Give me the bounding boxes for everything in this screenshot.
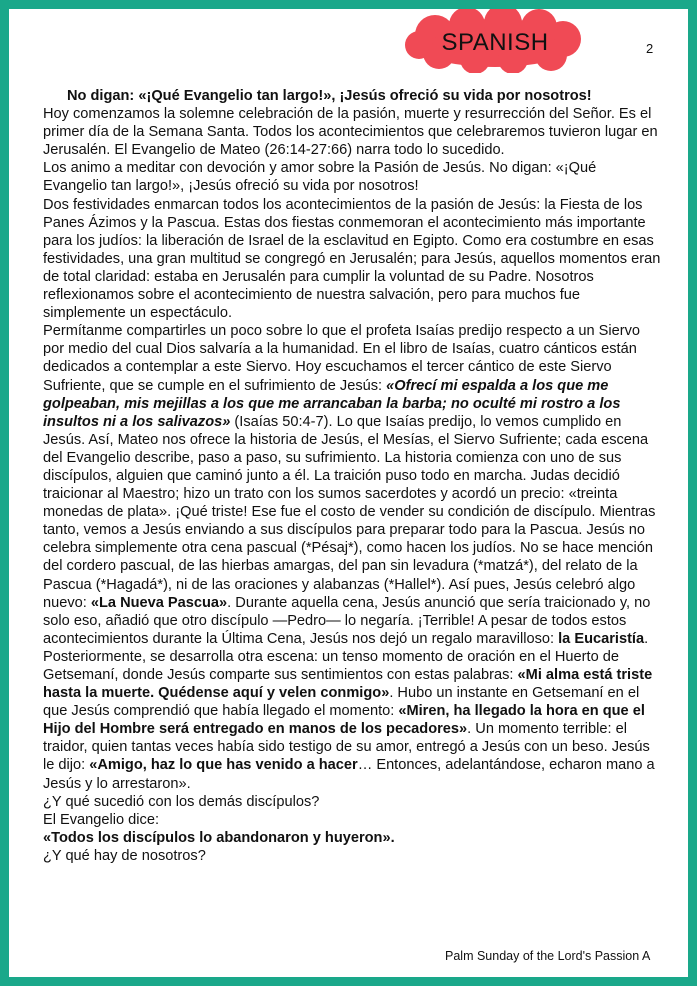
language-badge — [401, 9, 589, 73]
friend-quote: «Amigo, haz lo que has venido a hacer — [89, 757, 358, 774]
page-footer: Palm Sunday of the Lord's Passion A — [445, 949, 651, 963]
language-label: SPANISH — [441, 29, 549, 56]
new-passover-phrase: «La Nueva Pascua» — [90, 594, 228, 611]
eucharist-phrase: la Eucaristía — [558, 630, 645, 647]
gospel-quote: «Todos los discípulos lo abandonaron y huyeron». — [43, 829, 395, 846]
gethsemane-quote: «Mi alma está triste hasta la muerte. Quédense aquí y velen conmigo» — [43, 667, 653, 702]
isaiah-quote: «Ofrecí mi espalda a los que me golpeaban, mis mejillas a los que me arrancaban la barba; no oculté mi rostro a los insultos ni a los salivazos» — [43, 377, 621, 430]
text-run: . Posteriormente, se desarrolla otra escena: un tenso momento de oración en el Huerto de Getsemaní, donde Jesús comparte sus sentimientos con estas palabras: — [43, 630, 649, 683]
paragraph-encouragement: Los animo a meditar con devoción y amor sobre la Pasión de Jesús. No digan: «¡Qué Evangelio tan largo!», ¡Jesús ofreció su vida por nosotros! — [43, 160, 597, 195]
page-number: 2 — [646, 41, 654, 56]
text-run: . Hubo un instante en Getsemaní en el que Jesús comprendió que había llegado el momento: — [43, 685, 640, 720]
gospel-says: El Evangelio dice: — [43, 811, 160, 828]
paragraph-intro: Hoy comenzamos la solemne celebración de la pasión, muerte y resurrección del Señor. Es el primer día de la Semana Santa. Todos los acontecimientos que celebraremos tuvieron lugar en Jerusalén. El Evangelio de Mateo (26:14-27:66) narra todo lo sucedido. — [43, 106, 658, 159]
question-us: ¿Y qué hay de nosotros? — [43, 847, 206, 864]
text-run: . Un momento terrible: el traidor, quien tantas veces había sido testigo de su amor, entregó a Jesús con un beso. Jesús le dijo: — [43, 721, 650, 774]
text-run: … Entonces, adelantándose, echaron mano a Jesús y lo arrestaron». — [43, 757, 655, 792]
question-disciples: ¿Y qué sucedió con los demás discípulos? — [43, 793, 320, 810]
article-heading: No digan: «¡Qué Evangelio tan largo!», ¡Jesús ofreció su vida por nosotros! — [67, 88, 592, 104]
text-run: . Durante aquella cena, Jesús anunció que sería traicionado y, no solo eso, añadió que otro discípulo —Pedro— lo negaría. ¡Terrible! A pesar de todos estos acontecimientos durante la Última Cena, Jesús nos dejó un regalo maravilloso: — [43, 594, 651, 647]
article-body — [43, 87, 663, 865]
hour-quote: «Miren, ha llegado la hora en que el Hijo del Hombre será entregado en manos de los pecadores» — [43, 703, 645, 738]
text-run: Permítanme compartirles un poco sobre lo que el profeta Isaías predijo respecto a un Siervo por medio del cual Dios salvaría a la humanidad. En el libro de Isaías, cuatro cánticos están dedicados a contemplar a este Siervo. Hoy escuchamos el tercer cántico de este Siervo Sufriente, que se cumple en el sufrimiento de Jesús: — [43, 323, 641, 394]
paragraph-servant — [43, 322, 663, 792]
page — [9, 9, 688, 977]
text-run: (Isaías 50:4-7). Lo que Isaías predijo, lo vemos cumplido en Jesús. Así, Mateo nos ofrece la historia de Jesús, el Mesías, el Siervo Sufriente; cada escena del Evangelio describe, paso a paso, su sufrimiento. La historia comienza con uno de sus discípulos, alguien que caminó junto a él. La traición puso todo en marcha. Judas decidió traicionar al Maestro; hizo un trato con los sumos sacerdotes y acordó un precio: «treinta monedas de plata». ¡Qué triste! Ese fue el costo de vender su condición de discípulo. Mientras tanto, vemos a Jesús enviando a sus discípulos para preparar todo para la Pascua. Jesús no celebra simplemente otra cena pascual (*Pésaj*), como hacen los judíos. No se hace mención del cordero pascual, de las hierbas amargas, del pan sin levadura (*matzá*), del relato de la Pascua (*Hagadá*), ni de las oraciones y alabanzas (*Hallel*). Así pues, Jesús celebró algo nuevo: — [43, 413, 656, 611]
paragraph-festivals: Dos festividades enmarcan todos los acontecimientos de la pasión de Jesús: la Fiesta de los Panes Ázimos y la Pascua. Estas dos fiestas conmemoran el acontecimiento más importante para los judíos: la liberación de Israel de la esclavitud en Egipto. Como era costumbre en esas festividades, una gran multitud se congregó en Jerusalén; para Jesús, aquellos momentos eran de total claridad: estaba en Jerusalén para cumplir la voluntad de su Padre. Nosotros reflexionamos sobre el acontecimiento de nuestra salvación, pero para muchos fue simplemente un espectáculo. — [43, 196, 661, 322]
